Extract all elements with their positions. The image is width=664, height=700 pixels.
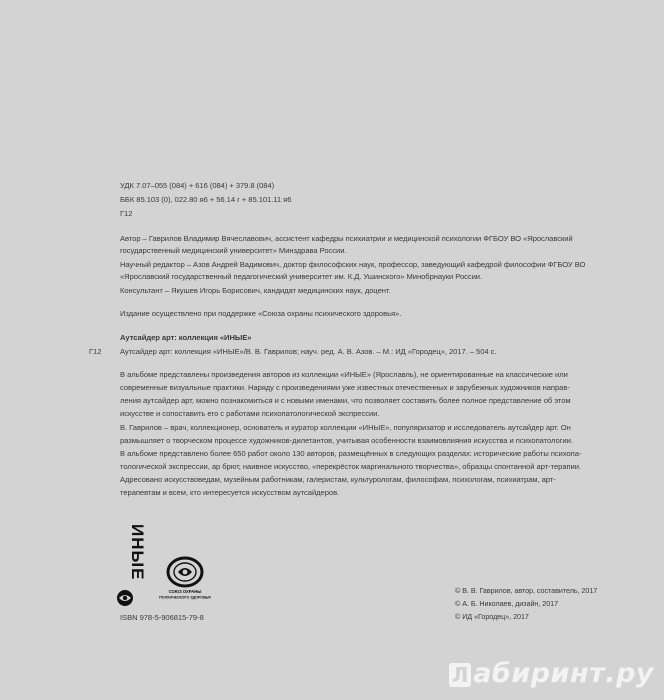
credit-line: государственный медицинский университет» Минздрава России. — [120, 246, 347, 255]
abstract-line: терапевтам и всем, кто интересуется искусством аутсайдеров. — [120, 488, 340, 497]
soyuz-logo-line2: ПСИХИЧЕСКОГО ЗДОРОВЬЯ — [159, 595, 211, 600]
ine-logo-text: ИНЫЕ — [128, 524, 147, 581]
support-note: Издание осуществлено при поддержке «Союза охраны психического здоровья». — [120, 309, 402, 318]
ine-logo — [112, 520, 147, 610]
abstract-line: В. Гаврилов – врач, коллекционер, основатель и куратор коллекции «ИНЫЕ», популяризатор и исследователь аутсайдер арт. Он — [120, 423, 571, 432]
book-title: Аутсайдер арт: коллекция «ИНЫЕ» — [120, 333, 252, 342]
isbn: ISBN 978-5-906815-79-8 — [120, 613, 204, 622]
abstract-line: Адресовано искусствоведам, музейным работникам, галеристам, культурологам, философам, психологам, психиатрам, арт- — [120, 475, 556, 484]
watermark-text: абиринт.ру — [473, 658, 654, 689]
bib-code: Г12 — [89, 347, 102, 356]
credit-line: Научный редактор – Азов Андрей Вадимович, доктор философских наук, профессор, заведующий кафедрой философии ФГБОУ ВО — [120, 260, 586, 269]
bbk-index: ББК 85.103 (0), 022.80 я6 + 56.14 г + 85.101.11 я6 — [120, 195, 292, 204]
credit-line: Консультант – Якушев Игорь Борисович, кандидат медицинских наук, доцент. — [120, 286, 391, 295]
udk-index: УДК 7.07–055 (084) + 616 (084) + 379.8 (084) — [120, 181, 275, 190]
abstract-line: В альбоме представлены произведения авторов из коллекции «ИНЫЕ» (Ярославль), не ориентированные на классические или — [120, 370, 568, 379]
labirint-watermark — [449, 658, 654, 689]
soyuz-logo — [160, 555, 210, 605]
abstract-line: ления аутсайдер арт, можно познакомиться и с новыми именами, что позволяет составить более полное представление об этом — [120, 396, 571, 405]
bib-record: Аутсайдер арт: коллекция «ИНЫЕ»/В. В. Гаврилов; науч. ред. А. В. Азов. – М.: ИД «Городец», 2017. – 504 с. — [120, 347, 497, 356]
abstract-line: современные визуальные практики. Наряду с произведениями уже известных отечественных и зарубежных художников направ- — [120, 383, 570, 392]
abstract-line: искусстве и сопоставить его с работами психопатологической экспрессии. — [120, 409, 380, 418]
abstract-line: тологической экспрессии, ар брют, наивное искусство, «перекрёсток маргинального творчества», образцы спонтанной арт-терапии. — [120, 462, 581, 471]
copyright-author: © В. В. Гаврилов, автор, составитель, 2017 — [455, 586, 598, 595]
copyright-publisher: © ИД «Городец», 2017 — [455, 612, 529, 621]
abstract-line: В альбоме представлено более 650 работ около 130 авторов, размещённых в следующих разделах: исторические работы психопа- — [120, 449, 582, 458]
copyright-design: © А. Б. Николаев, дизайн, 2017 — [455, 599, 559, 608]
watermark-letter-icon: Л — [449, 663, 471, 687]
author-mark: Г12 — [120, 209, 133, 218]
abstract-line: размышляет о творческом процессе художников-дилетантов, учитывая особенности взаимовлияния искусства и психопатологии. — [120, 436, 573, 445]
soyuz-logo-line1: СОЮЗ ОХРАНЫ — [168, 589, 202, 594]
credit-line: Автор – Гаврилов Владимир Вячеславович, ассистент кафедры психиатрии и медицинской психологии ФГБОУ ВО «Ярославский — [120, 234, 573, 243]
credit-line: «Ярославский государственный педагогический университет им. К.Д. Ушинского» Минобрнауки России. — [120, 272, 483, 281]
